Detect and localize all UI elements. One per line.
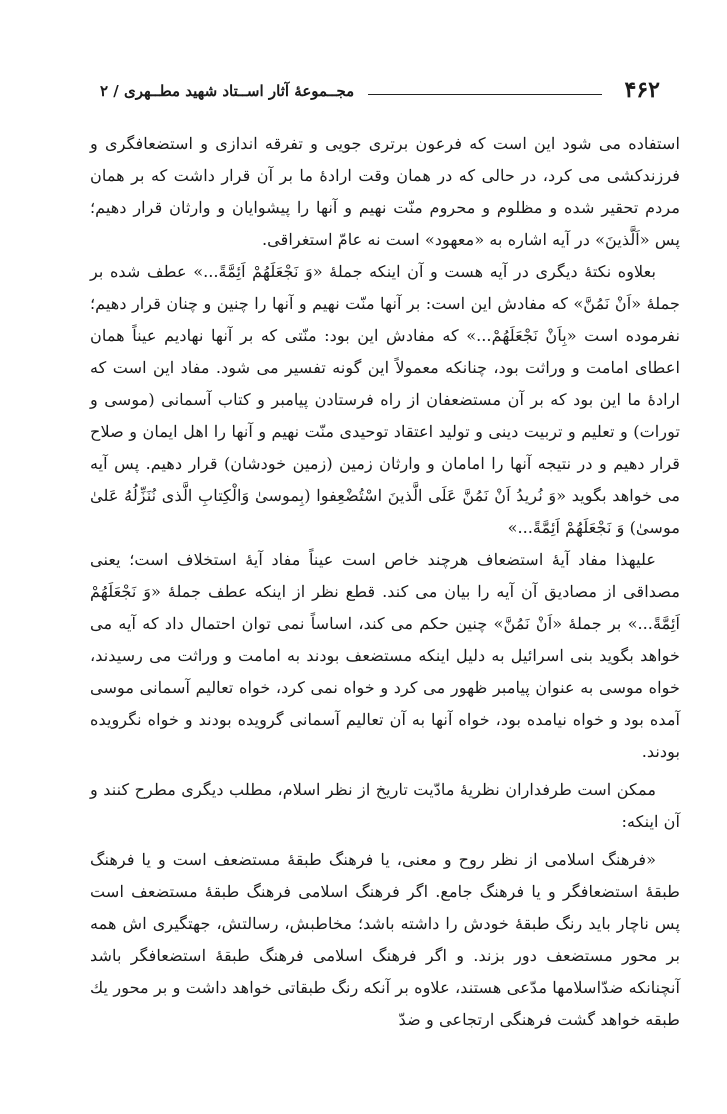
body-text bbox=[90, 128, 680, 1036]
page-header bbox=[100, 76, 660, 106]
paragraph-4: ممکن است طرفداران نظریهٔ مادّیت تاریخ از نظر اسلام، مطلب دیگری مطرح کنند و آن اینکه: bbox=[90, 780, 680, 831]
paragraph-3: علیهذا مفاد آیهٔ استضعاف هرچند خاص است عیناً مفاد آیهٔ استخلاف است؛ یعنی مصداقی از مصادیق آن آیه را بیان می کند. قطع نظر از اینکه عطف جملهٔ «وَ نَجْعَلَهُمْ اَئِمَّةً...» بر جملهٔ «اَنْ نَمُنَّ» چنین حکم می کند، اساساً نمی توان احتمال داد که آیه می خواهد بگوید بنی اسرائیل به دلیل اینکه مستضعف بودند به امامت و وراثت می رسیدند، خواه موسی به عنوان پیامبر ظهور می کرد و خواه نمی کرد، خواه تعالیم آسمانی موسی آمده بود و خواه نیامده بود، خواه آنها به آن تعالیم آسمانی گرویده بودند و خواه نگرویده بودند. bbox=[90, 550, 680, 761]
quoted-paragraph: «فرهنگ اسلامی از نظر روح و معنی، یا فرهنگ طبقهٔ مستضعف است و یا فرهنگ طبقهٔ استضعافگر و یا فرهنگ جامع. اگر فرهنگ اسلامی فرهنگ طبقهٔ مستضعف است پس ناچار باید رنگ طبقهٔ خودش را داشته باشد؛ مخاطبش، رسالتش، جهتگیری اش همه بر محور مستضعف دور بزند. و اگر فرهنگ اسلامی فرهنگ طبقهٔ استضعافگر باشد آنچنانکه ضدّاسلامها مدّعی هستند، علاوه بر آنکه رنگ طبقاتی خواهد داشت و بر محور یك طبقه خواهد گشت فرهنگی ارتجاعی و ضدّ bbox=[90, 850, 680, 1029]
paragraph-2: بعلاوه نکتهٔ دیگری در آیه هست و آن اینکه جملهٔ «وَ نَجْعَلَهُمْ اَئِمَّةً...» عطف شده بر جملهٔ «اَنْ نَمُنَّ» که مفادش این است: بر آنها منّت نهیم و آنها را چنین و چنان قرار دهیم؛ نفرموده است «بِاَنْ نَجْعَلَهُمْ...» که مفادش این بود: منّتی که بر آنها نهادیم عیناً همان اعطای امامت و وراثت بود، چنانکه معمولاً این گونه تفسیر می شود. مفاد این است که ارادهٔ ما این بود که بر آن مستضعفان از راه فرستادن پیامبر و کتاب آسمانی (موسی و تورات) و تعلیم و تربیت دینی و تولید اعتقاد توحیدی منّت نهیم و آنها را اهل ایمان و صلاح قرار دهیم و در نتیجه آنها را امامان و وارثان زمین (زمین خودشان) قرار دهیم. پس آیه می خواهد بگوید «وَ نُریدُ اَنْ نَمُنَّ عَلَی الَّذینَ اسْتُضْعِفوا (بِموسیٰ وَالْکِتابِ الَّذی نُنَزِّلُهُ عَلیٰ موسیٰ) وَ نَجْعَلَهُمْ اَئِمَّةً...» bbox=[90, 262, 680, 537]
page-number: ۴۶۲ bbox=[624, 77, 660, 103]
header-rule bbox=[368, 94, 602, 95]
running-title: مجــموعهٔ آثار اســتاد شهید مطــهری / ۲ bbox=[100, 82, 355, 100]
paragraph-1: استفاده می شود این است که فرعون برتری جویی و تفرقه اندازی و استضعافگری و فرزندکشی می کرد، در حالی که در همان وقت ارادهٔ ما بر آن قرار داشت که بر همان مردم تحقیر شده و مظلوم و محروم منّت نهیم و آنها را پیشوایان و وارثان قرار دهیم؛ پس «اَلَّذینَ» در آیه اشاره به «معهود» است نه عامّ استغراقی. bbox=[90, 134, 680, 249]
